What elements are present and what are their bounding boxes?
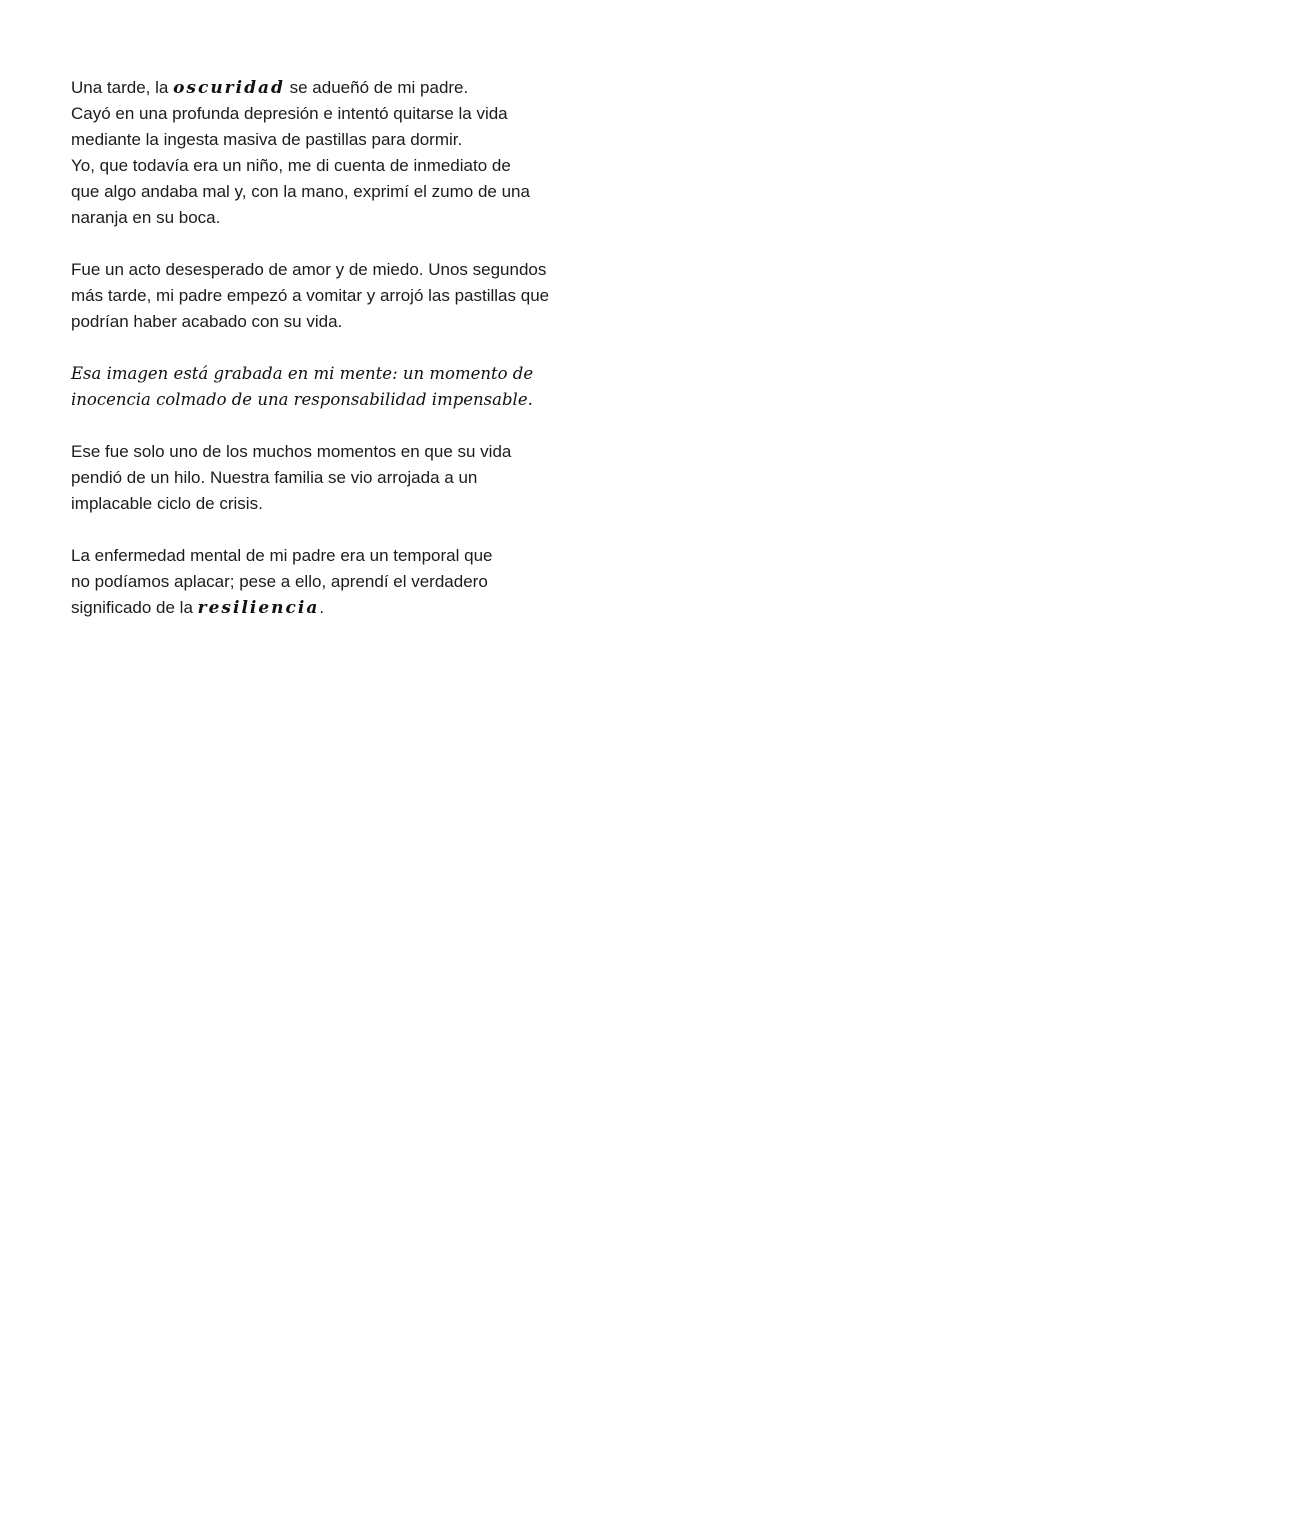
emphasis-resiliencia: resiliencia: [197, 598, 320, 618]
quote-line: inocencia colmado de una responsabilidad impensable.: [71, 390, 533, 409]
paragraph-darkness: [71, 75, 571, 231]
text-line: más tarde, mi padre empezó a vomitar y arrojó las pastillas que: [71, 286, 550, 305]
text-line: que algo andaba mal y, con la mano, exprimí el zumo de una: [71, 182, 530, 201]
quote-line: Esa imagen está grabada en mi mente: un momento de: [71, 364, 534, 383]
emphasis-oscuridad: oscuridad: [173, 78, 285, 98]
text-span: Una tarde, la: [71, 78, 174, 97]
text-line: implacable ciclo de crisis.: [71, 494, 263, 513]
text-line: Ese fue solo uno de los muchos momentos en que su vida: [71, 442, 512, 461]
story-text: [71, 75, 571, 647]
text-span: significado de la: [71, 598, 198, 617]
paragraph-desperate-act: [71, 257, 571, 335]
text-line: pendió de un hilo. Nuestra familia se vio arrojada a un: [71, 468, 478, 487]
text-line: [71, 595, 571, 621]
text-line: Fue un acto desesperado de amor y de miedo. Unos segundos: [71, 260, 547, 279]
text-line: no podíamos aplacar; pese a ello, aprendí el verdadero: [71, 572, 488, 591]
text-line: [71, 75, 571, 101]
text-span: se adueñó de mi padre.: [284, 78, 469, 97]
text-line: naranja en su boca.: [71, 208, 221, 227]
paragraph-crisis-cycle: [71, 439, 571, 517]
paragraph-resilience: [71, 543, 571, 621]
text-line: mediante la ingesta masiva de pastillas para dormir.: [71, 130, 463, 149]
text-line: Cayó en una profunda depresión e intentó quitarse la vida: [71, 104, 508, 123]
text-line: Yo, que todavía era un niño, me di cuenta de inmediato de: [71, 156, 511, 175]
paragraph-quote: [71, 361, 571, 413]
text-line: La enfermedad mental de mi padre era un temporal que: [71, 546, 493, 565]
text-line: podrían haber acabado con su vida.: [71, 312, 343, 331]
text-span: .: [319, 598, 325, 617]
